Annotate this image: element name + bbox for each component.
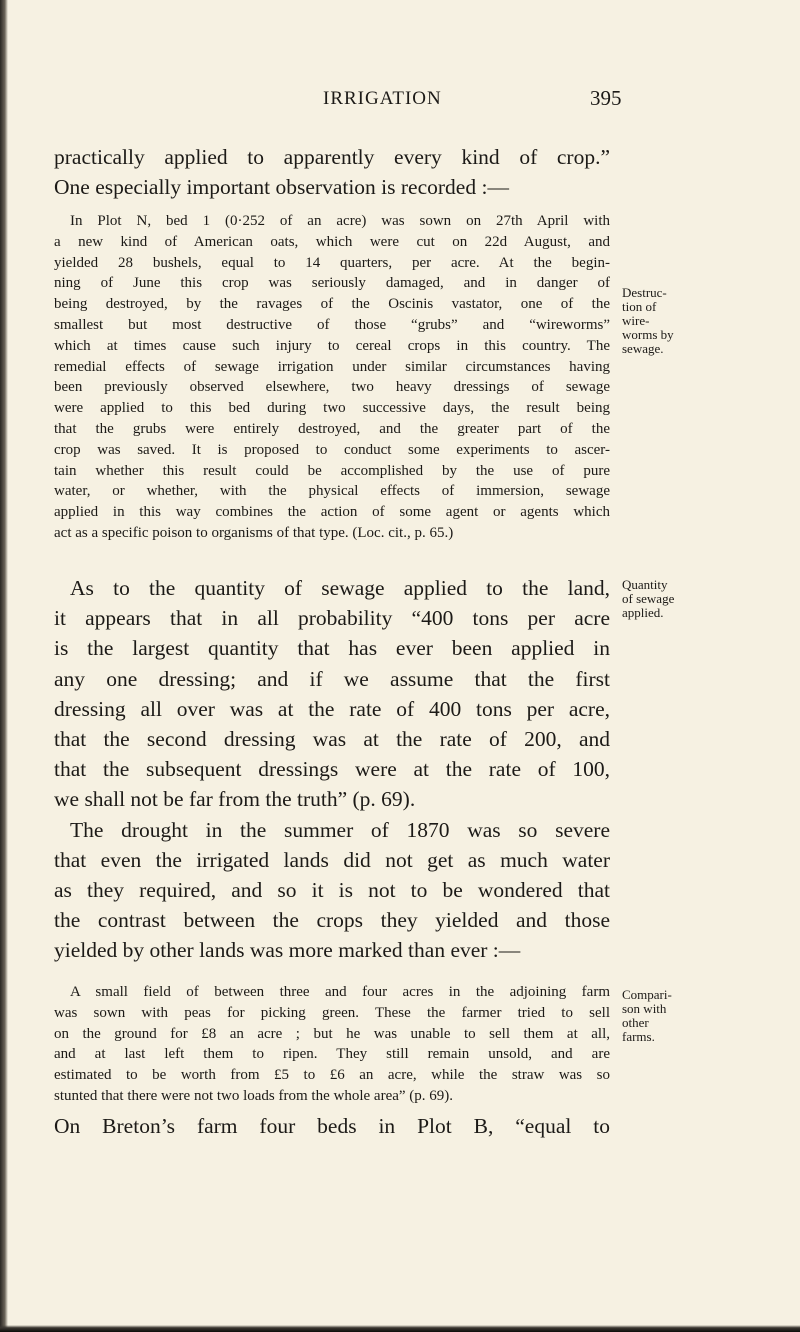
text-line: stunted that there were not two loads from the whole area” (p. 69).: [54, 1087, 454, 1104]
text-line: that the grubs were entirely destroyed, and the greater part of the: [54, 420, 610, 437]
text-line: remedial effects of sewage irrigation under similar circumstances having: [54, 358, 610, 375]
text-line: crop was saved. It is proposed to conduct some experiments to ascer-: [54, 441, 610, 458]
text-line: were applied to this bed during two successive days, the result being: [54, 400, 610, 417]
text-line: In Plot N, bed 1 (0·252 of an acre) was sown on 27th April with: [70, 213, 610, 229]
margin-note-line: wire-: [622, 313, 650, 328]
text-line: A small field of between three and four acres in the adjoining farm: [70, 984, 610, 1000]
margin-note-line: applied.: [622, 605, 664, 620]
text-line: which at times cause such injury to cereal crops in this country. The: [54, 337, 610, 354]
running-head: IRRIGATION: [323, 88, 442, 109]
text-line: practically applied to apparently every kind of crop.”: [54, 145, 610, 169]
text-line: applied in this way combines the action of some agent or agents which: [54, 504, 610, 521]
margin-note-line: sewage.: [622, 341, 664, 356]
paragraph-sewage-quantity: [54, 573, 610, 965]
text-line: yielded by other lands was more marked than ever :—: [54, 938, 521, 963]
margin-note-line: Compari-: [622, 987, 672, 1002]
text-line: any one dressing; and if we assume that the first: [54, 666, 610, 691]
margin-note-quantity: [622, 578, 742, 620]
text-line: dressing all over was at the rate of 400 tons per acre,: [54, 696, 610, 721]
text-line: on the ground for £8 an acre ; but he was unable to sell them at all,: [54, 1025, 610, 1042]
page-number: 395: [590, 86, 622, 110]
text-line: the contrast between the crops they yielded and those: [54, 908, 610, 933]
text-line: was sown with peas for picking green. These the farmer tried to sell: [54, 1004, 610, 1021]
text-line: is the largest quantity that has ever been applied in: [54, 636, 610, 661]
text-line: ning of June this crop was seriously damaged, and in danger of: [54, 275, 610, 292]
page-header: [0, 88, 800, 118]
margin-note-destruction: [622, 286, 742, 356]
margin-note-line: worms by: [622, 327, 674, 342]
margin-note-comparison: [622, 988, 742, 1044]
text-line: that the second dressing was at the rate of 200, and: [54, 726, 610, 751]
margin-note-line: other: [622, 1015, 649, 1030]
text-line: As to the quantity of sewage applied to the land,: [70, 576, 610, 600]
text-line: water, or whether, with the physical effects of immersion, sewage: [54, 483, 610, 500]
text-line: act as a specific poison to organisms of that type. (Loc. cit., p. 65.): [54, 524, 454, 541]
text-line: that even the irrigated lands did not get as much water: [54, 847, 610, 872]
text-line: that the subsequent dressings were at the rate of 100,: [54, 757, 610, 782]
text-line: it appears that in all probability “400 tons per acre: [54, 606, 610, 631]
quotation-peas-field: [54, 982, 610, 1107]
text-line: On Breton’s farm four beds in Plot B, “equal to: [54, 1114, 610, 1138]
text-line: yielded 28 bushels, equal to 14 quarters, per acre. At the begin-: [54, 254, 610, 271]
text-line: The drought in the summer of 1870 was so severe: [70, 817, 610, 842]
margin-note-line: Quantity: [622, 577, 668, 592]
paragraph-bretons-farm: [54, 1111, 610, 1141]
text-line: we shall not be far from the truth” (p. 69).: [54, 787, 416, 812]
page-edge-shadow-left: [0, 0, 8, 1332]
margin-note-line: tion of: [622, 299, 657, 314]
text-line: being destroyed, by the ravages of the Oscinis vastator, one of the: [54, 296, 610, 313]
text-line: tain whether this result could be accomplished by the use of pure: [54, 462, 610, 479]
text-line: smallest but most destructive of those “grubs” and “wireworms”: [54, 316, 610, 333]
margin-note-line: son with: [622, 1001, 667, 1016]
text-line: as they required, and so it is not to be wondered that: [54, 877, 610, 902]
margin-note-line: farms.: [622, 1029, 655, 1044]
text-line: estimated to be worth from £5 to £6 an acre, while the straw was so: [54, 1067, 610, 1084]
text-line: been previously observed elsewhere, two heavy dressings of sewage: [54, 379, 610, 396]
text-line: a new kind of American oats, which were cut on 22d August, and: [54, 233, 610, 250]
margin-note-line: Destruc-: [622, 285, 667, 300]
quotation-oats-experiment: [54, 211, 610, 544]
paragraph-intro: [54, 142, 610, 202]
margin-note-line: of sewage: [622, 591, 675, 606]
page-edge-shadow-bottom: [0, 1325, 800, 1332]
text-line: One especially important observation is recorded :—: [54, 175, 509, 200]
text-line: and at last left them to ripen. They still remain unsold, and are: [54, 1046, 610, 1063]
